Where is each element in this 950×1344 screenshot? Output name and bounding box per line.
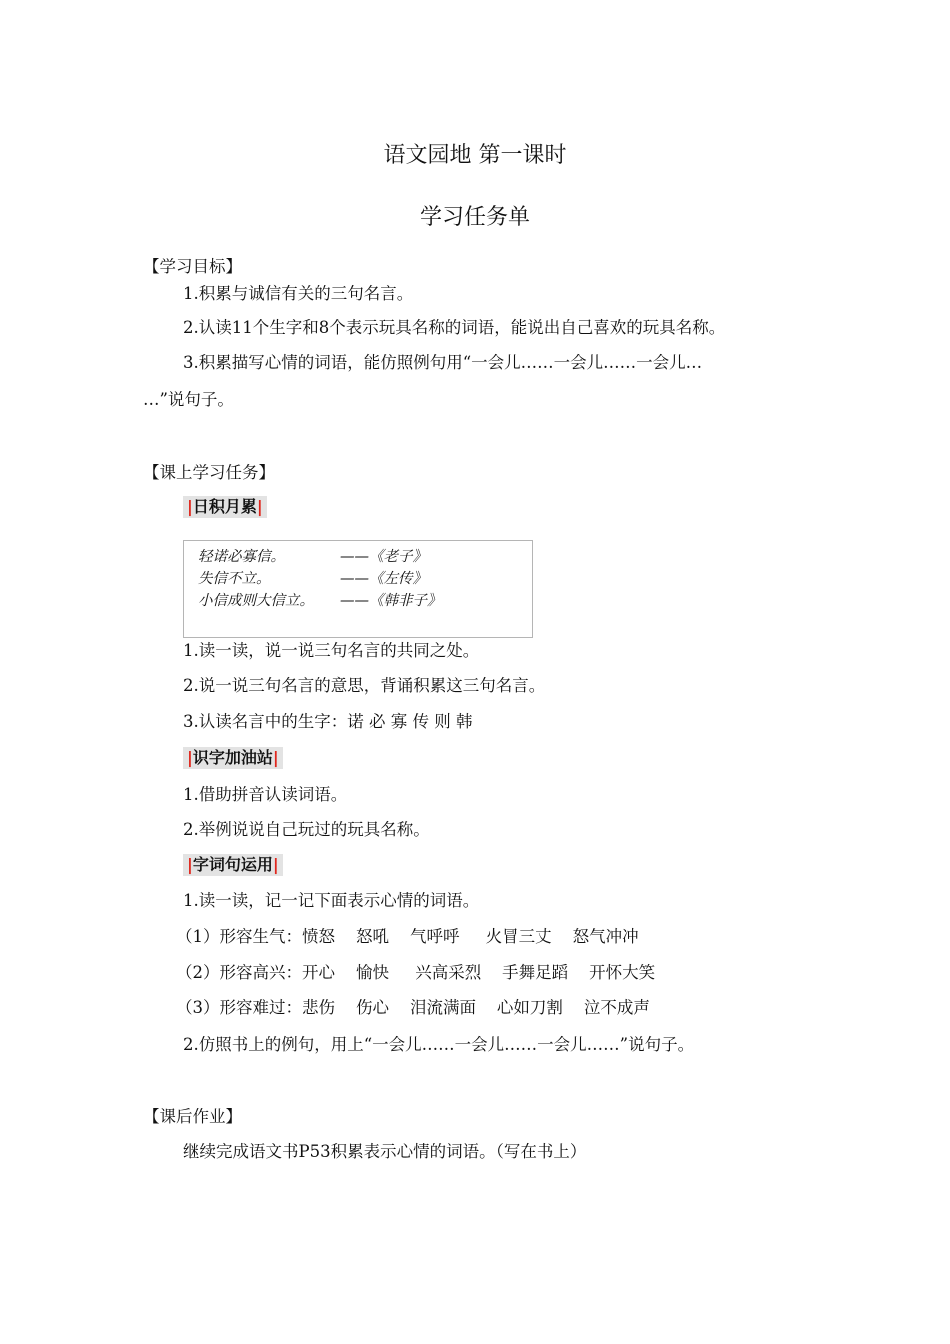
task-item: 1.借助拼音认读词语。 — [183, 785, 348, 804]
task-item: 1.读一读，说一说三句名言的共同之处。 — [183, 641, 480, 660]
tag-label: 识字加油站 — [192, 748, 273, 767]
tag-label: 字词句运用 — [192, 855, 273, 874]
quote-text: 失信不立。 — [198, 571, 271, 587]
quotes-box — [183, 540, 533, 638]
tag-label: 日积月累 — [192, 497, 257, 516]
quote-row — [198, 547, 427, 567]
section-tag-daily-accumulation — [183, 496, 267, 518]
goal-item: 3.积累描写心情的词语，能仿照例句用“一会儿……一会儿……一会儿… — [183, 353, 703, 372]
task-item: 1.读一读，记一记下面表示心情的词语。 — [183, 891, 480, 910]
quote-text: 轻诺必寡信。 — [198, 549, 285, 565]
tasks-heading: 【课上学习任务】 — [143, 463, 275, 482]
goal-item-continued: …”说句子。 — [143, 390, 234, 409]
goal-item: 1.积累与诚信有关的三句名言。 — [183, 284, 414, 303]
word-group-sad: （3）形容难过：悲伤 伤心 泪流满面 心如刀割 泣不成声 — [176, 998, 650, 1017]
tag-bar-left: | — [187, 497, 193, 516]
homework-heading: 【课后作业】 — [143, 1107, 242, 1126]
goal-item: 2.认读11个生字和8个表示玩具名称的词语，能说出自己喜欢的玩具名称。 — [183, 318, 726, 337]
section-tag-literacy-station — [183, 747, 283, 769]
word-group-angry: （1）形容生气：愤怒 怒吼 气呼呼 火冒三丈 怒气冲冲 — [176, 927, 639, 946]
tag-bar-left: | — [187, 855, 193, 874]
goals-heading: 【学习目标】 — [143, 257, 242, 276]
page-title: 语文园地 第一课时 — [383, 143, 567, 168]
task-item: 3.认读名言中的生字：诺 必 寡 传 则 韩 — [183, 712, 473, 731]
word-group-happy: （2）形容高兴：开心 愉快 兴高采烈 手舞足蹈 开怀大笑 — [176, 963, 656, 982]
tag-bar-left: | — [187, 748, 193, 767]
task-item: 2.说一说三句名言的意思，背诵积累这三句名言。 — [183, 676, 546, 695]
section-tag-word-usage — [183, 854, 283, 876]
quote-source: ——《韩非子》 — [340, 593, 442, 609]
quote-source: ——《左传》 — [340, 571, 427, 587]
quote-row — [198, 591, 442, 611]
quote-source: ——《老子》 — [340, 549, 427, 565]
task-item: 2.举例说说自己玩过的玩具名称。 — [183, 820, 430, 839]
tag-bar-right: | — [272, 855, 279, 874]
quote-text: 小信成则大信立。 — [198, 593, 314, 609]
task-item: 2.仿照书上的例句，用上“一会儿……一会儿……一会儿……”说句子。 — [183, 1035, 695, 1054]
homework-text: 继续完成语文书P53积累表示心情的词语。（写在书上） — [183, 1142, 587, 1161]
tag-bar-right: | — [256, 497, 263, 516]
quote-row — [198, 569, 427, 589]
page-subtitle: 学习任务单 — [419, 205, 530, 230]
tag-bar-right: | — [272, 748, 279, 767]
